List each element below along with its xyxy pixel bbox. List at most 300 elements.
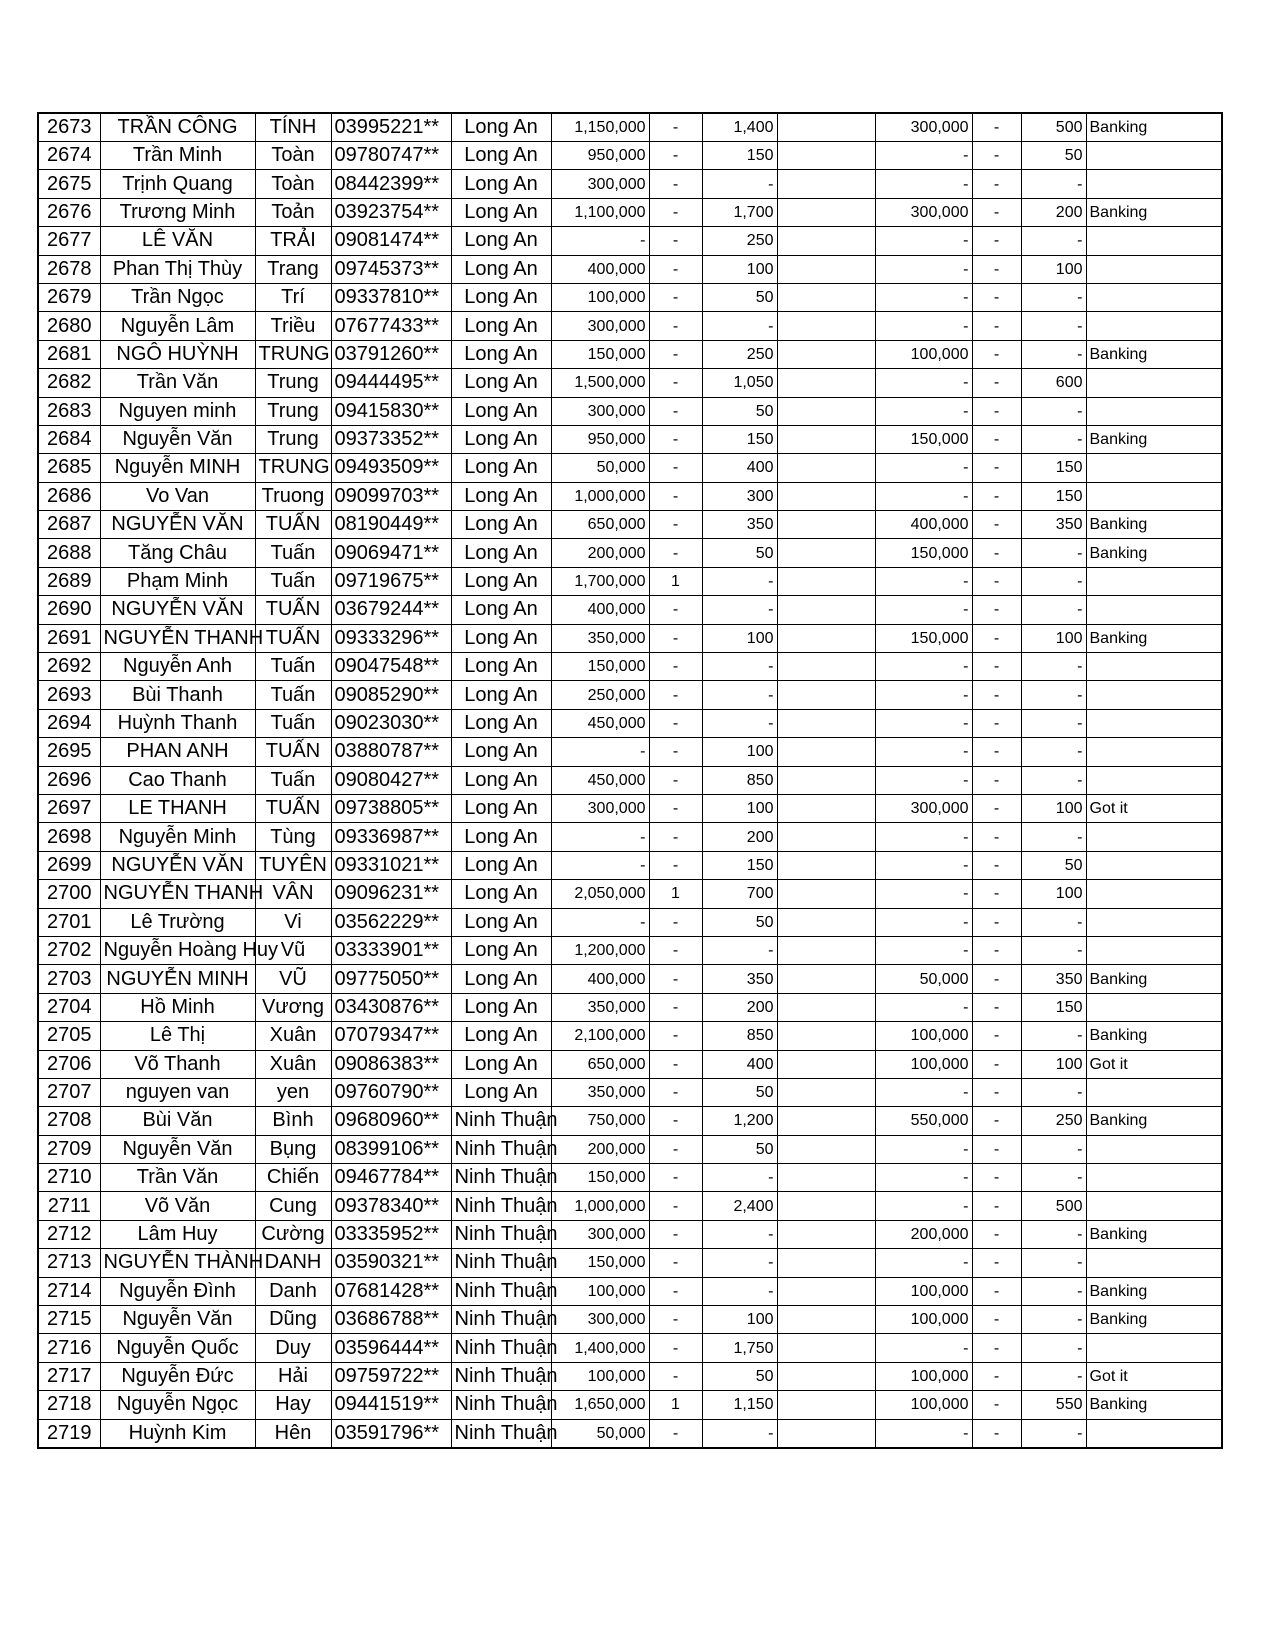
province-cell: Ninh Thuận (451, 1192, 551, 1220)
last-middle-name-cell: Trần Văn (100, 1164, 255, 1192)
phone-cell: 09760790** (331, 1078, 451, 1106)
amount-cell: 300,000 (551, 312, 649, 340)
amount-2-cell: 150,000 (875, 539, 972, 567)
points-cell: 100 (702, 255, 777, 283)
table-row (38, 567, 1222, 595)
amount-2-cell: - (875, 653, 972, 681)
table-row (38, 1107, 1222, 1135)
count-cell: 1 (649, 1391, 702, 1419)
first-name-cell: TUẤN (255, 511, 331, 539)
points-2-cell: 600 (1021, 369, 1086, 397)
amount-2-cell: 100,000 (875, 1050, 972, 1078)
table-row (38, 1022, 1222, 1050)
phone-cell: 03430876** (331, 993, 451, 1021)
blank-cell (777, 1220, 875, 1248)
amount-2-cell: - (875, 255, 972, 283)
count-cell: - (649, 681, 702, 709)
points-2-cell: - (1021, 908, 1086, 936)
points-2-cell: - (1021, 738, 1086, 766)
phone-cell: 03596444** (331, 1334, 451, 1362)
phone-cell: 09085290** (331, 681, 451, 709)
row-id-cell: 2684 (38, 425, 100, 453)
last-middle-name-cell: Nguyễn Quốc (100, 1334, 255, 1362)
table-row (38, 454, 1222, 482)
last-middle-name-cell: Trần Ngọc (100, 283, 255, 311)
count-cell: - (649, 1192, 702, 1220)
phone-cell: 09719675** (331, 567, 451, 595)
note-cell: Got it (1086, 1050, 1222, 1078)
blank-cell (777, 397, 875, 425)
amount-cell: - (551, 227, 649, 255)
amount-2-cell: 200,000 (875, 1220, 972, 1248)
last-middle-name-cell: Trịnh Quang (100, 170, 255, 198)
province-cell: Ninh Thuận (451, 1220, 551, 1248)
points-cell: 100 (702, 738, 777, 766)
amount-cell: 400,000 (551, 965, 649, 993)
last-middle-name-cell: NGUYỄN VĂN (100, 511, 255, 539)
count-cell: - (649, 624, 702, 652)
points-cell: 100 (702, 794, 777, 822)
count-2-cell: - (972, 1362, 1021, 1390)
phone-cell: 09444495** (331, 369, 451, 397)
note-cell (1086, 823, 1222, 851)
points-2-cell: - (1021, 1164, 1086, 1192)
blank-cell (777, 681, 875, 709)
points-2-cell: - (1021, 1277, 1086, 1305)
table-row (38, 113, 1222, 142)
amount-2-cell: - (875, 397, 972, 425)
table-row (38, 624, 1222, 652)
count-cell: - (649, 1220, 702, 1248)
count-cell: - (649, 1050, 702, 1078)
note-cell: Banking (1086, 511, 1222, 539)
count-2-cell: - (972, 766, 1021, 794)
province-cell: Long An (451, 851, 551, 879)
row-id-cell: 2680 (38, 312, 100, 340)
amount-cell: 650,000 (551, 1050, 649, 1078)
count-cell: - (649, 1078, 702, 1106)
count-cell: - (649, 539, 702, 567)
province-cell: Long An (451, 113, 551, 142)
points-cell: 700 (702, 880, 777, 908)
points-2-cell: - (1021, 936, 1086, 964)
count-2-cell: - (972, 1192, 1021, 1220)
count-2-cell: - (972, 1306, 1021, 1334)
row-id-cell: 2710 (38, 1164, 100, 1192)
first-name-cell: Tuấn (255, 653, 331, 681)
last-middle-name-cell: Nguyễn Lâm (100, 312, 255, 340)
province-cell: Long An (451, 312, 551, 340)
note-cell (1086, 709, 1222, 737)
points-cell: - (702, 681, 777, 709)
points-2-cell: 500 (1021, 1192, 1086, 1220)
first-name-cell: yen (255, 1078, 331, 1106)
note-cell: Banking (1086, 539, 1222, 567)
count-cell: - (649, 1419, 702, 1448)
first-name-cell: Bình (255, 1107, 331, 1135)
province-cell: Long An (451, 794, 551, 822)
count-2-cell: - (972, 312, 1021, 340)
first-name-cell: Vi (255, 908, 331, 936)
first-name-cell: TUẤN (255, 596, 331, 624)
first-name-cell: Tuấn (255, 539, 331, 567)
last-middle-name-cell: NGÔ HUỲNH (100, 340, 255, 368)
points-cell: 50 (702, 1078, 777, 1106)
last-middle-name-cell: Lâm Huy (100, 1220, 255, 1248)
note-cell (1086, 482, 1222, 510)
amount-2-cell: - (875, 596, 972, 624)
table-row (38, 908, 1222, 936)
points-cell: 350 (702, 965, 777, 993)
first-name-cell: Triều (255, 312, 331, 340)
count-2-cell: - (972, 851, 1021, 879)
row-id-cell: 2673 (38, 113, 100, 142)
points-2-cell: - (1021, 425, 1086, 453)
points-2-cell: 50 (1021, 851, 1086, 879)
first-name-cell: VÂN (255, 880, 331, 908)
count-cell: - (649, 312, 702, 340)
points-cell: 1,400 (702, 113, 777, 142)
row-id-cell: 2682 (38, 369, 100, 397)
amount-cell: 250,000 (551, 681, 649, 709)
blank-cell (777, 312, 875, 340)
count-cell: - (649, 511, 702, 539)
last-middle-name-cell: Nguyễn Văn (100, 1135, 255, 1163)
blank-cell (777, 567, 875, 595)
province-cell: Ninh Thuận (451, 1107, 551, 1135)
blank-cell (777, 454, 875, 482)
first-name-cell: Hay (255, 1391, 331, 1419)
count-cell: - (649, 255, 702, 283)
phone-cell: 03995221** (331, 113, 451, 142)
amount-2-cell: - (875, 312, 972, 340)
blank-cell (777, 851, 875, 879)
note-cell (1086, 369, 1222, 397)
count-2-cell: - (972, 936, 1021, 964)
row-id-cell: 2674 (38, 142, 100, 170)
amount-2-cell: 100,000 (875, 340, 972, 368)
points-2-cell: - (1021, 1306, 1086, 1334)
count-cell: - (649, 823, 702, 851)
row-id-cell: 2699 (38, 851, 100, 879)
first-name-cell: Xuân (255, 1050, 331, 1078)
province-cell: Long An (451, 142, 551, 170)
table-row (38, 936, 1222, 964)
points-cell: 1,050 (702, 369, 777, 397)
note-cell: Banking (1086, 113, 1222, 142)
amount-2-cell: - (875, 766, 972, 794)
row-id-cell: 2678 (38, 255, 100, 283)
province-cell: Long An (451, 567, 551, 595)
phone-cell: 09333296** (331, 624, 451, 652)
table-row (38, 397, 1222, 425)
count-2-cell: - (972, 653, 1021, 681)
table-row (38, 1135, 1222, 1163)
count-2-cell: - (972, 624, 1021, 652)
last-middle-name-cell: Phạm Minh (100, 567, 255, 595)
blank-cell (777, 1107, 875, 1135)
amount-2-cell: - (875, 681, 972, 709)
amount-2-cell: - (875, 738, 972, 766)
points-cell: 50 (702, 397, 777, 425)
province-cell: Long An (451, 482, 551, 510)
row-id-cell: 2676 (38, 198, 100, 226)
first-name-cell: Duy (255, 1334, 331, 1362)
phone-cell: 08442399** (331, 170, 451, 198)
count-2-cell: - (972, 227, 1021, 255)
points-cell: 50 (702, 539, 777, 567)
phone-cell: 09099703** (331, 482, 451, 510)
table-row (38, 312, 1222, 340)
note-cell: Banking (1086, 624, 1222, 652)
amount-cell: 150,000 (551, 1164, 649, 1192)
amount-2-cell: 100,000 (875, 1391, 972, 1419)
table-row (38, 1050, 1222, 1078)
blank-cell (777, 936, 875, 964)
phone-cell: 09080427** (331, 766, 451, 794)
count-2-cell: - (972, 794, 1021, 822)
amount-2-cell: 400,000 (875, 511, 972, 539)
points-2-cell: - (1021, 1334, 1086, 1362)
last-middle-name-cell: Bùi Văn (100, 1107, 255, 1135)
last-middle-name-cell: TRẦN CÔNG (100, 113, 255, 142)
phone-cell: 09775050** (331, 965, 451, 993)
table-row (38, 823, 1222, 851)
last-middle-name-cell: Nguyễn Đức (100, 1362, 255, 1390)
blank-cell (777, 1362, 875, 1390)
note-cell: Got it (1086, 1362, 1222, 1390)
province-cell: Long An (451, 908, 551, 936)
count-2-cell: - (972, 1164, 1021, 1192)
first-name-cell: Trang (255, 255, 331, 283)
amount-cell: - (551, 823, 649, 851)
phone-cell: 03333901** (331, 936, 451, 964)
note-cell: Banking (1086, 1107, 1222, 1135)
table-row (38, 1164, 1222, 1192)
row-id-cell: 2696 (38, 766, 100, 794)
count-2-cell: - (972, 1419, 1021, 1448)
amount-2-cell: - (875, 993, 972, 1021)
amount-2-cell: - (875, 1419, 972, 1448)
blank-cell (777, 993, 875, 1021)
first-name-cell: VŨ (255, 965, 331, 993)
phone-cell: 09680960** (331, 1107, 451, 1135)
note-cell (1086, 142, 1222, 170)
table-row (38, 283, 1222, 311)
data-table (37, 112, 1223, 1449)
amount-cell: 1,000,000 (551, 1192, 649, 1220)
count-2-cell: - (972, 142, 1021, 170)
count-cell: - (649, 1135, 702, 1163)
amount-2-cell: - (875, 454, 972, 482)
blank-cell (777, 880, 875, 908)
count-cell: - (649, 908, 702, 936)
first-name-cell: Hải (255, 1362, 331, 1390)
amount-cell: 400,000 (551, 596, 649, 624)
last-middle-name-cell: NGUYỄN THANH (100, 624, 255, 652)
amount-cell: 150,000 (551, 653, 649, 681)
amount-2-cell: 100,000 (875, 1277, 972, 1305)
amount-cell: - (551, 851, 649, 879)
row-id-cell: 2712 (38, 1220, 100, 1248)
amount-cell: 1,150,000 (551, 113, 649, 142)
row-id-cell: 2687 (38, 511, 100, 539)
amount-2-cell: 50,000 (875, 965, 972, 993)
province-cell: Ninh Thuận (451, 1164, 551, 1192)
phone-cell: 07681428** (331, 1277, 451, 1305)
first-name-cell: TRUNG (255, 340, 331, 368)
last-middle-name-cell: Nguyễn MINH (100, 454, 255, 482)
count-2-cell: - (972, 681, 1021, 709)
points-2-cell: - (1021, 1249, 1086, 1277)
points-cell: 2,400 (702, 1192, 777, 1220)
points-2-cell: 150 (1021, 482, 1086, 510)
blank-cell (777, 1334, 875, 1362)
count-cell: - (649, 1249, 702, 1277)
province-cell: Long An (451, 397, 551, 425)
blank-cell (777, 1277, 875, 1305)
points-2-cell: - (1021, 1022, 1086, 1050)
blank-cell (777, 1249, 875, 1277)
first-name-cell: Tuấn (255, 681, 331, 709)
points-2-cell: - (1021, 1135, 1086, 1163)
amount-cell: 1,000,000 (551, 482, 649, 510)
phone-cell: 09373352** (331, 425, 451, 453)
amount-2-cell: 300,000 (875, 198, 972, 226)
points-2-cell: - (1021, 567, 1086, 595)
row-id-cell: 2714 (38, 1277, 100, 1305)
table-row (38, 1078, 1222, 1106)
last-middle-name-cell: Lê Thị (100, 1022, 255, 1050)
blank-cell (777, 539, 875, 567)
count-2-cell: - (972, 425, 1021, 453)
points-2-cell: 200 (1021, 198, 1086, 226)
note-cell (1086, 1078, 1222, 1106)
province-cell: Ninh Thuận (451, 1135, 551, 1163)
note-cell (1086, 766, 1222, 794)
province-cell: Long An (451, 255, 551, 283)
table-row (38, 653, 1222, 681)
row-id-cell: 2689 (38, 567, 100, 595)
phone-cell: 09337810** (331, 283, 451, 311)
points-cell: 400 (702, 454, 777, 482)
note-cell (1086, 283, 1222, 311)
table-row (38, 227, 1222, 255)
blank-cell (777, 1419, 875, 1448)
blank-cell (777, 1391, 875, 1419)
province-cell: Long An (451, 1078, 551, 1106)
last-middle-name-cell: nguyen van (100, 1078, 255, 1106)
count-cell: - (649, 1164, 702, 1192)
province-cell: Long An (451, 227, 551, 255)
count-2-cell: - (972, 369, 1021, 397)
points-cell: 1,750 (702, 1334, 777, 1362)
phone-cell: 09069471** (331, 539, 451, 567)
count-cell: - (649, 965, 702, 993)
blank-cell (777, 1022, 875, 1050)
points-2-cell: 50 (1021, 142, 1086, 170)
count-2-cell: - (972, 709, 1021, 737)
table-row (38, 369, 1222, 397)
amount-cell: 450,000 (551, 709, 649, 737)
first-name-cell: TRUNG (255, 454, 331, 482)
phone-cell: 09047548** (331, 653, 451, 681)
points-2-cell: - (1021, 823, 1086, 851)
last-middle-name-cell: Nguyễn Hoàng Huy (100, 936, 255, 964)
amount-2-cell: - (875, 1078, 972, 1106)
note-cell (1086, 596, 1222, 624)
count-cell: - (649, 142, 702, 170)
count-2-cell: - (972, 1249, 1021, 1277)
count-2-cell: - (972, 993, 1021, 1021)
blank-cell (777, 1164, 875, 1192)
points-cell: - (702, 170, 777, 198)
last-middle-name-cell: NGUYỄN VĂN (100, 851, 255, 879)
province-cell: Ninh Thuận (451, 1277, 551, 1305)
table-row (38, 511, 1222, 539)
count-cell: - (649, 369, 702, 397)
note-cell: Banking (1086, 1277, 1222, 1305)
province-cell: Ninh Thuận (451, 1419, 551, 1448)
blank-cell (777, 709, 875, 737)
amount-cell: 650,000 (551, 511, 649, 539)
count-2-cell: - (972, 1135, 1021, 1163)
table-row (38, 340, 1222, 368)
points-2-cell: 350 (1021, 965, 1086, 993)
row-id-cell: 2693 (38, 681, 100, 709)
phone-cell: 09023030** (331, 709, 451, 737)
blank-cell (777, 738, 875, 766)
blank-cell (777, 113, 875, 142)
count-cell: - (649, 1306, 702, 1334)
row-id-cell: 2677 (38, 227, 100, 255)
count-2-cell: - (972, 880, 1021, 908)
note-cell: Banking (1086, 1391, 1222, 1419)
province-cell: Ninh Thuận (451, 1306, 551, 1334)
points-2-cell: 150 (1021, 993, 1086, 1021)
amount-cell: 350,000 (551, 993, 649, 1021)
last-middle-name-cell: NGUYỄN THANH (100, 880, 255, 908)
amount-2-cell: - (875, 170, 972, 198)
amount-cell: 100,000 (551, 1362, 649, 1390)
phone-cell: 03335952** (331, 1220, 451, 1248)
phone-cell: 09441519** (331, 1391, 451, 1419)
last-middle-name-cell: Cao Thanh (100, 766, 255, 794)
note-cell: Banking (1086, 1220, 1222, 1248)
row-id-cell: 2700 (38, 880, 100, 908)
table-row (38, 993, 1222, 1021)
row-id-cell: 2718 (38, 1391, 100, 1419)
province-cell: Long An (451, 596, 551, 624)
points-2-cell: 250 (1021, 1107, 1086, 1135)
count-cell: - (649, 425, 702, 453)
last-middle-name-cell: Nguyen minh (100, 397, 255, 425)
amount-2-cell: 100,000 (875, 1306, 972, 1334)
row-id-cell: 2686 (38, 482, 100, 510)
row-id-cell: 2717 (38, 1362, 100, 1390)
points-2-cell: - (1021, 596, 1086, 624)
blank-cell (777, 823, 875, 851)
count-2-cell: - (972, 1334, 1021, 1362)
points-2-cell: 150 (1021, 454, 1086, 482)
points-2-cell: 500 (1021, 113, 1086, 142)
count-cell: - (649, 1277, 702, 1305)
count-2-cell: - (972, 283, 1021, 311)
points-2-cell: - (1021, 539, 1086, 567)
first-name-cell: TUẤN (255, 624, 331, 652)
first-name-cell: Danh (255, 1277, 331, 1305)
amount-2-cell: 100,000 (875, 1022, 972, 1050)
